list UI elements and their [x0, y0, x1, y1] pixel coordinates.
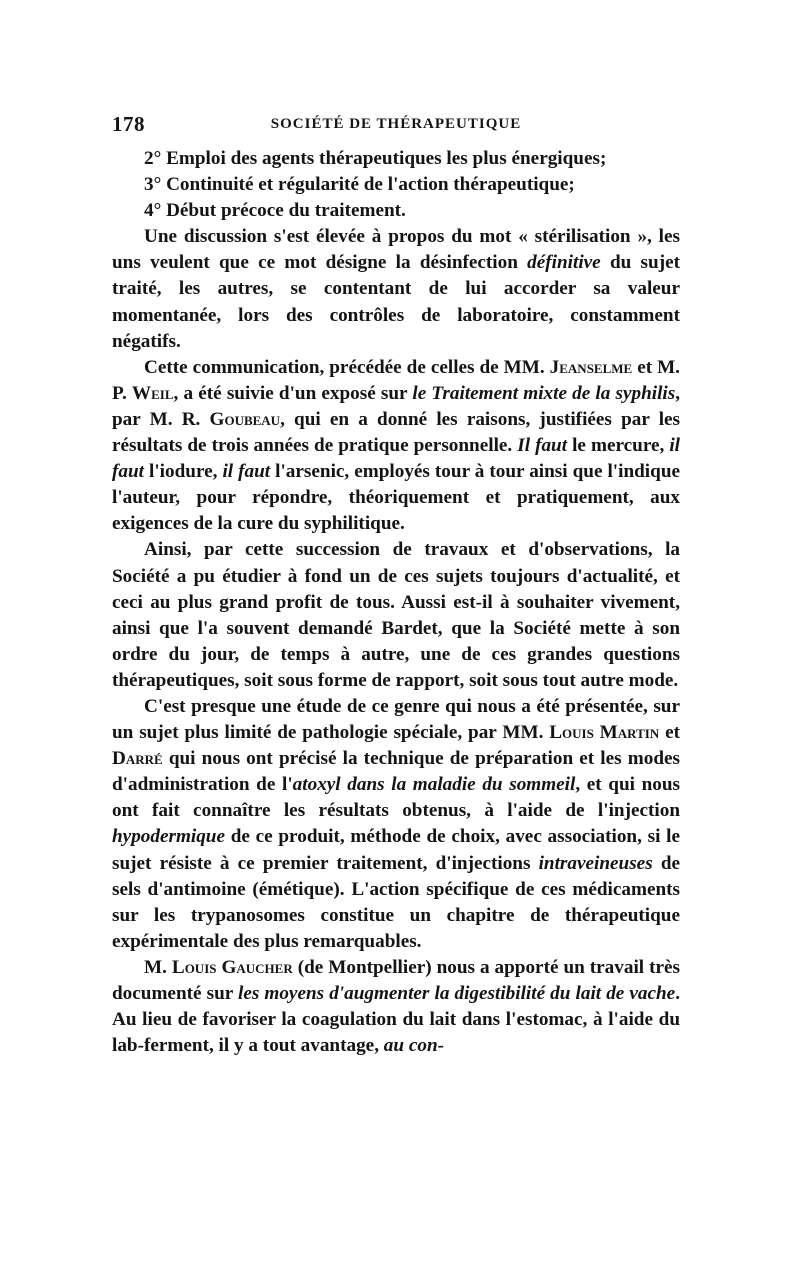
work-title: les moyens d'augmenter la digestibilité du lait de vache	[238, 983, 676, 1004]
text-run: . Au lieu de favoriser la coagulation du lait dans l'estomac, à l'aide du lab-ferment, il y a tout avantage,	[112, 983, 680, 1057]
paragraph-society: Ainsi, par cette succession de travaux et d'observations, la Société a pu étudier à fond un de ces sujets toujours d'actualité, et ceci au plus grand profit de tous. Aussi est-il à souhaiter vivement, ainsi que l'a souvent demandé Bardet, que la Société mette à son ordre du jour, de temps à autre, une de ces grandes questions thérapeutiques, soit sous forme de rapport, soit sous tout autre mode.	[112, 539, 680, 691]
italic-run: définitive	[527, 252, 601, 274]
text-run: C'est presque une étude de ce genre qui nous a été présentée, sur un sujet plus limité de pathologie spéciale, par MM.	[112, 695, 680, 744]
text-run: , et qui nous ont fait connaître les résultats obtenus, à l'aide de l'injection	[112, 774, 680, 822]
list-item: 3° Continuité et régularité de l'action thérapeutique;	[144, 174, 575, 196]
italic-run: au con-	[383, 1035, 445, 1057]
paragraph-gaucher	[112, 955, 680, 1059]
author-name: Louis Martin	[549, 722, 660, 744]
italic-run: il faut	[112, 435, 680, 483]
paragraph-communication	[112, 355, 680, 538]
list-item: 4° Début précoce du traitement.	[144, 200, 406, 222]
book-page	[112, 112, 680, 1059]
text-run: , par M. R.	[112, 382, 680, 430]
running-title: SOCIÉTÉ DE THÉRAPEUTIQUE	[270, 116, 522, 132]
text-run: , qui en a donné les raisons, justifiées par les résultats de trois années de pratique personnelle.	[112, 408, 681, 457]
text-run: l'arsenic, employés tour à tour ainsi que l'indique l'auteur, pour répondre, théoriquement et pratiquement, aux exigences de la cure du syphilitique.	[112, 461, 681, 535]
italic-run: dans la maladie du sommeil	[347, 774, 576, 796]
text-run: Une discussion s'est élevée à propos du mot « stérilisation », les uns veulent que ce mot désigne la désinfection	[112, 226, 680, 274]
text-run: M.	[144, 956, 172, 978]
text-run: Cette communication, précédée de celles de MM.	[144, 356, 550, 378]
text-run: de sels d'antimoine (émétique). L'action spécifique de ces médicaments sur les trypanosomes constitue un chapitre de thérapeutique expérimentale des plus remarquables.	[112, 852, 681, 952]
author-name: Jeanselme	[549, 356, 633, 378]
paragraph-atoxyl	[112, 694, 680, 955]
text-run: , a été suivie d'un exposé sur	[173, 382, 413, 404]
text-run: de ce produit, méthode de choix, avec association, si le sujet résiste à ce premier traitement, d'injections	[112, 826, 680, 874]
list-item: 2° Emploi des agents thérapeutiques les plus énergiques;	[144, 148, 607, 169]
text-run: le mercure,	[567, 435, 670, 457]
author-name: Darré	[112, 748, 163, 770]
paragraph-sterilisation	[112, 224, 680, 354]
page-header	[112, 112, 680, 142]
italic-run: intraveineuses	[538, 852, 653, 874]
author-name: Goubeau	[209, 408, 281, 430]
work-title: le Traitement mixte de la syphilis	[412, 382, 676, 404]
author-name: Louis Gaucher	[171, 956, 293, 978]
text-run: et	[659, 722, 681, 744]
text-run: du sujet traité, les autres, se contentant de lui accorder sa valeur momentanée, lors des contrôles de laboratoire, constamment négatifs.	[112, 252, 680, 352]
text-run: (de Montpellier) nous a apporté un travail très documenté sur	[112, 956, 680, 1004]
italic-run: il faut	[222, 461, 271, 483]
italic-run: hypodermique	[112, 826, 225, 848]
page-body	[112, 146, 680, 1059]
text-run: qui nous ont précisé la technique de préparation et les modes d'administration de l'	[112, 748, 680, 796]
text-run: et M. P.	[112, 356, 680, 404]
text-run: l'iodure,	[144, 461, 223, 483]
page-number: 178	[112, 112, 145, 136]
author-name: Weil	[131, 382, 174, 404]
italic-run: Il faut	[517, 435, 568, 457]
italic-run: atoxyl	[292, 774, 341, 796]
